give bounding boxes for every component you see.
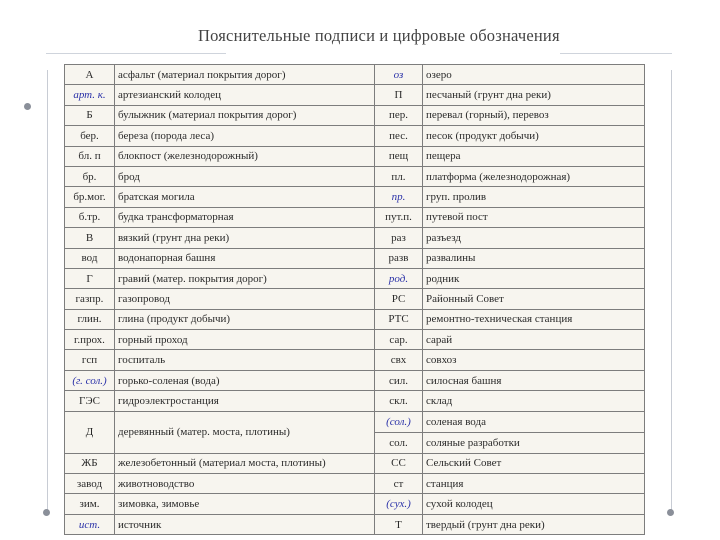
abbreviation-cell: разв [375, 248, 423, 268]
abbreviation-cell: бер. [65, 126, 115, 146]
description-cell: газопровод [115, 289, 375, 309]
table-row [65, 370, 645, 390]
description-cell: озеро [423, 65, 645, 85]
description-cell: пещера [423, 146, 645, 166]
description-cell: гидроэлектростанция [115, 391, 375, 411]
description-cell: разъезд [423, 228, 645, 248]
abbreviation-cell: сол. [375, 432, 422, 453]
table-row [65, 65, 645, 85]
table-row [65, 126, 645, 146]
description-cell: блокпост (железнодорожный) [115, 146, 375, 166]
table-row [65, 228, 645, 248]
description-cell: асфальт (материал покрытия дорог) [115, 65, 375, 85]
description-cell: госпиталь [115, 350, 375, 370]
description-cell: груп. пролив [423, 187, 645, 207]
description-cell: совхоз [423, 350, 645, 370]
description-cell: артезианский колодец [115, 85, 375, 105]
abbreviation-cell: ГЭС [65, 391, 115, 411]
description-cell: вязкий (грунт дна реки) [115, 228, 375, 248]
description-cell: Районный Совет [423, 289, 645, 309]
abbreviation-cell: РТС [375, 309, 423, 329]
abbreviation-cell: вод [65, 248, 115, 268]
abbreviation-cell: глин. [65, 309, 115, 329]
abbreviation-cell: (сол.) [386, 415, 411, 428]
description-cell: брод [115, 166, 375, 186]
description-cell: соляные разработки [423, 432, 644, 453]
description-cell: булыжник (материал покрытия дорог) [115, 105, 375, 125]
description-cell: сарай [423, 330, 645, 350]
description-cell: платформа (железнодорожная) [423, 166, 645, 186]
abbreviation-cell: пр. [375, 187, 423, 207]
abbreviation-cell: г.прох. [65, 330, 115, 350]
abbreviation-cell: Д [65, 411, 115, 453]
title-rule-left [46, 53, 226, 54]
abbreviation-cell: Т [375, 514, 423, 534]
abbreviation-cell: гсп [65, 350, 115, 370]
abbreviation-cell: (сух.) [375, 494, 423, 514]
description-cell: родник [423, 268, 645, 288]
description-cell: ремонтно-техническая станция [423, 309, 645, 329]
table-row [65, 207, 645, 227]
table-row [65, 187, 645, 207]
description-cell: гравий (матер. покрытия дорог) [115, 268, 375, 288]
description-cell: путевой пост [423, 207, 645, 227]
slide-title: Пояснительные подписи и цифровые обозначения [198, 26, 560, 45]
table-row [65, 474, 645, 494]
title-rule-right [560, 53, 672, 54]
description-cell: развалины [423, 248, 645, 268]
decor-dot [43, 509, 50, 516]
description-cell: деревянный (матер. моста, плотины) [115, 411, 375, 453]
abbreviation-cell: В [65, 228, 115, 248]
split-description-cell [423, 411, 645, 453]
abbreviation-cell: Б [65, 105, 115, 125]
table-row [65, 514, 645, 534]
abbreviation-cell: (г. сол.) [65, 370, 115, 390]
abbreviation-cell: завод [65, 474, 115, 494]
table-row [65, 453, 645, 473]
table-row [65, 330, 645, 350]
abbreviation-cell: СС [375, 453, 423, 473]
description-cell: твердый (грунт дна реки) [423, 514, 645, 534]
description-cell: перевал (горный), перевоз [423, 105, 645, 125]
abbreviation-cell: арт. к. [65, 85, 115, 105]
table-row [65, 411, 645, 453]
abbreviation-cell: б.тр. [65, 207, 115, 227]
table-row [65, 146, 645, 166]
description-cell: глина (продукт добычи) [115, 309, 375, 329]
abbreviation-cell: сил. [375, 370, 423, 390]
abbreviation-cell: скл. [375, 391, 423, 411]
abbreviation-cell: Г [65, 268, 115, 288]
frame-line-left [47, 70, 48, 510]
table-row [65, 268, 645, 288]
decor-dot [24, 103, 31, 110]
split-abbreviation-cell [375, 411, 423, 453]
description-cell: водонапорная башня [115, 248, 375, 268]
description-cell: соленая вода [426, 415, 486, 428]
abbreviation-cell: ст [375, 474, 423, 494]
description-cell: животноводство [115, 474, 375, 494]
table-row [65, 248, 645, 268]
description-cell: железобетонный (материал моста, плотины) [115, 453, 375, 473]
abbreviation-cell: А [65, 65, 115, 85]
abbreviation-cell: род. [375, 268, 423, 288]
abbreviation-cell: пл. [375, 166, 423, 186]
abbreviation-cell: свх [375, 350, 423, 370]
abbreviation-cell: газпр. [65, 289, 115, 309]
legend-table [64, 64, 645, 535]
description-cell: станция [423, 474, 645, 494]
abbreviation-cell: раз [375, 228, 423, 248]
table-row [65, 350, 645, 370]
decor-dot [667, 509, 674, 516]
description-cell: зимовка, зимовье [115, 494, 375, 514]
description-cell: горный проход [115, 330, 375, 350]
abbreviation-cell: бр. [65, 166, 115, 186]
description-cell: братская могила [115, 187, 375, 207]
description-cell: будка трансформаторная [115, 207, 375, 227]
description-cell: береза (порода леса) [115, 126, 375, 146]
description-cell: силосная башня [423, 370, 645, 390]
table-row [65, 289, 645, 309]
abbreviation-cell: ЖБ [65, 453, 115, 473]
table-row [65, 166, 645, 186]
abbreviation-cell: бл. п [65, 146, 115, 166]
description-cell: сухой колодец [423, 494, 645, 514]
table-row [65, 85, 645, 105]
abbreviation-cell: пут.п. [375, 207, 423, 227]
abbreviation-cell: П [375, 85, 423, 105]
abbreviation-cell: зим. [65, 494, 115, 514]
legend-table-body [65, 65, 645, 535]
abbreviation-cell: пес. [375, 126, 423, 146]
abbreviation-cell: пер. [375, 105, 423, 125]
description-cell: горько-соленая (вода) [115, 370, 375, 390]
abbreviation-cell: РС [375, 289, 423, 309]
description-cell: источник [115, 514, 375, 534]
description-cell: песок (продукт добычи) [423, 126, 645, 146]
abbreviation-cell: бр.мог. [65, 187, 115, 207]
description-cell: песчаный (грунт дна реки) [423, 85, 645, 105]
table-row [65, 105, 645, 125]
frame-line-right [671, 70, 672, 510]
abbreviation-cell: ист. [65, 514, 115, 534]
abbreviation-cell: пещ [375, 146, 423, 166]
table-row [65, 494, 645, 514]
abbreviation-cell: оз [375, 65, 423, 85]
table-row [65, 391, 645, 411]
description-cell: Сельский Совет [423, 453, 645, 473]
table-row [65, 309, 645, 329]
description-cell: склад [423, 391, 645, 411]
abbreviation-cell: сар. [375, 330, 423, 350]
